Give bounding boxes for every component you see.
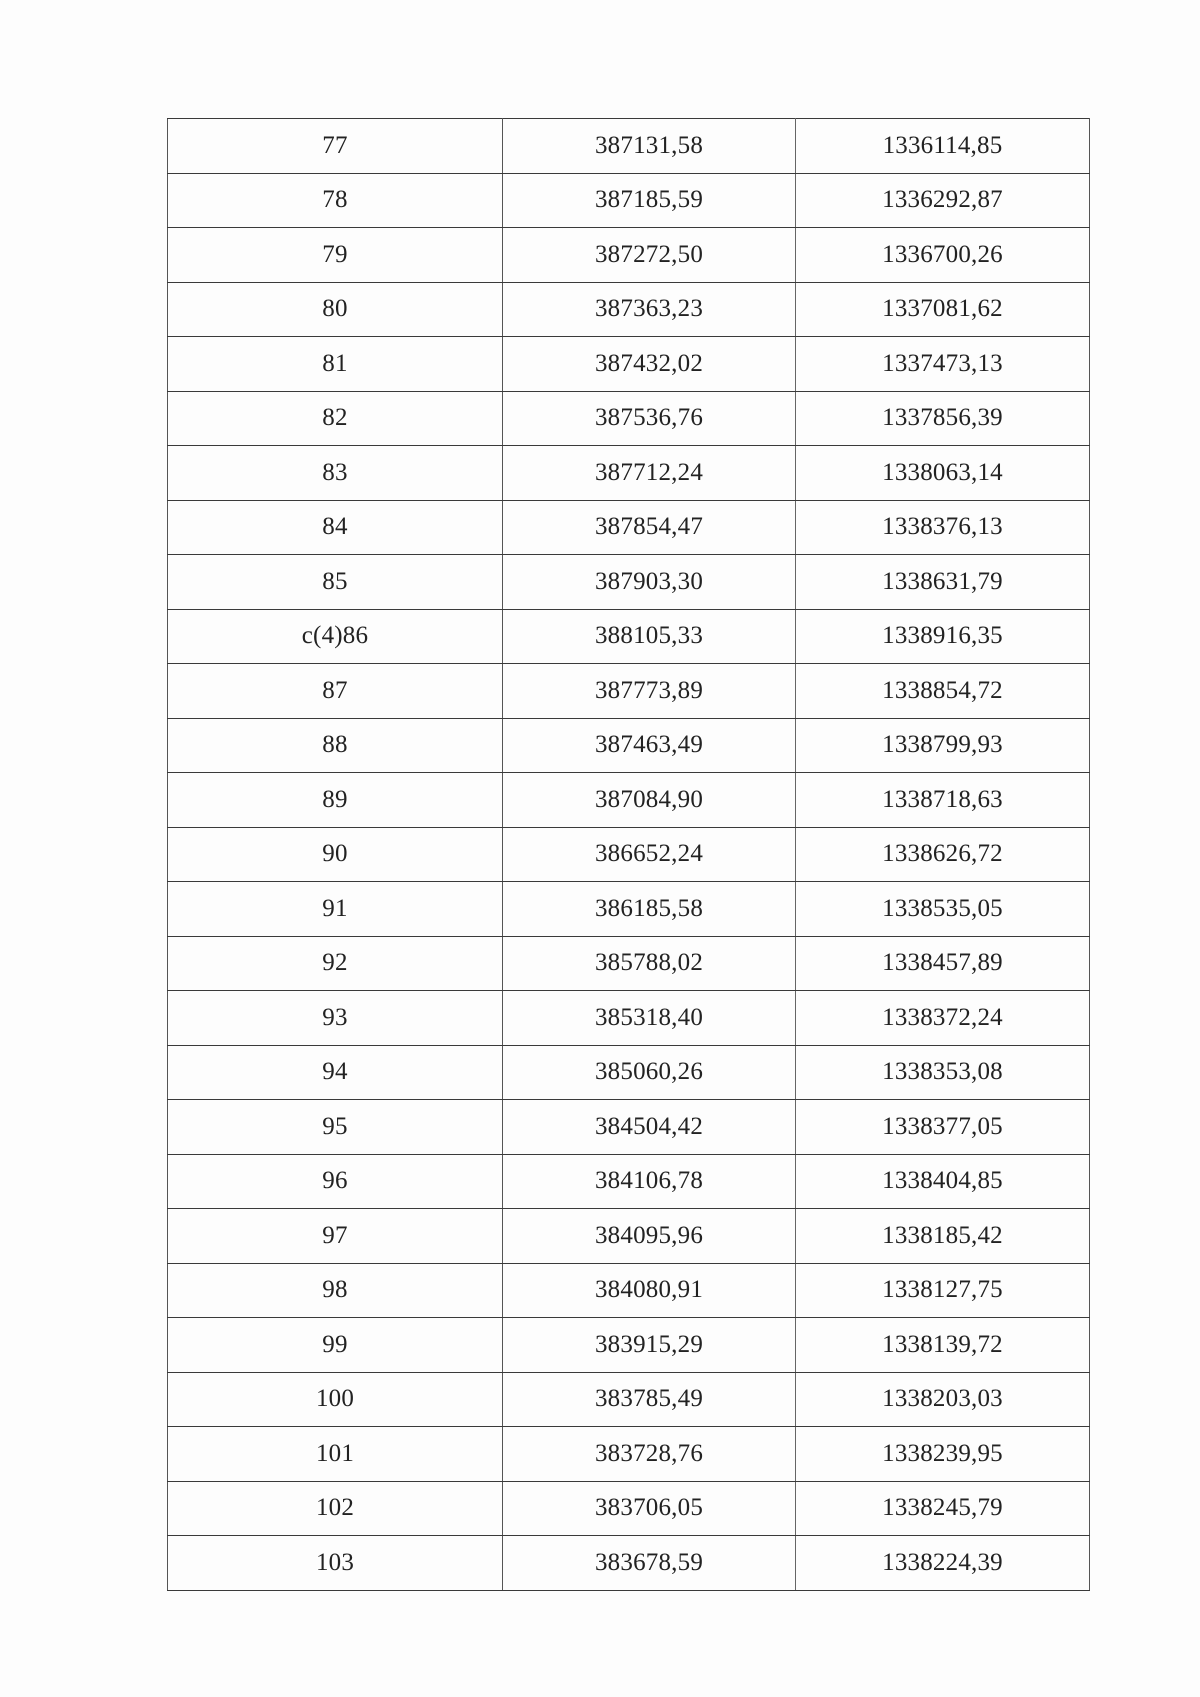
y-coordinate-cell: 1338139,72 [796,1318,1090,1373]
x-coordinate-cell: 387185,59 [503,173,796,228]
point-number-cell: 80 [168,282,503,337]
y-coordinate-cell: 1338245,79 [796,1481,1090,1536]
x-coordinate-cell: 384106,78 [503,1154,796,1209]
table-row [168,664,1090,719]
point-number-cell: 92 [168,936,503,991]
table-row [168,337,1090,392]
y-coordinate-cell: 1338799,93 [796,718,1090,773]
x-coordinate-cell: 383678,59 [503,1536,796,1591]
x-coordinate-cell: 387712,24 [503,446,796,501]
x-coordinate-cell: 387903,30 [503,555,796,610]
x-coordinate-cell: 385788,02 [503,936,796,991]
point-number-cell: 91 [168,882,503,937]
point-number-cell: 89 [168,773,503,828]
y-coordinate-cell: 1338203,03 [796,1372,1090,1427]
point-number-cell: 98 [168,1263,503,1318]
table-row [168,1427,1090,1482]
y-coordinate-cell: 1337473,13 [796,337,1090,392]
x-coordinate-cell: 387272,50 [503,228,796,283]
y-coordinate-cell: 1338718,63 [796,773,1090,828]
point-number-cell: 81 [168,337,503,392]
table-row [168,446,1090,501]
y-coordinate-cell: 1336114,85 [796,119,1090,174]
point-number-cell: с(4)86 [168,609,503,664]
table-row [168,1154,1090,1209]
x-coordinate-cell: 384080,91 [503,1263,796,1318]
table-row [168,228,1090,283]
point-number-cell: 100 [168,1372,503,1427]
table-row [168,1209,1090,1264]
table-row [168,609,1090,664]
table-row [168,391,1090,446]
point-number-cell: 103 [168,1536,503,1591]
point-number-cell: 87 [168,664,503,719]
y-coordinate-cell: 1336700,26 [796,228,1090,283]
point-number-cell: 102 [168,1481,503,1536]
x-coordinate-cell: 384504,42 [503,1100,796,1155]
table-row [168,1263,1090,1318]
point-number-cell: 79 [168,228,503,283]
x-coordinate-cell: 383706,05 [503,1481,796,1536]
table-row [168,718,1090,773]
x-coordinate-cell: 387536,76 [503,391,796,446]
point-number-cell: 85 [168,555,503,610]
x-coordinate-cell: 387084,90 [503,773,796,828]
table-row [168,282,1090,337]
x-coordinate-cell: 387131,58 [503,119,796,174]
point-number-cell: 93 [168,991,503,1046]
y-coordinate-cell: 1338127,75 [796,1263,1090,1318]
x-coordinate-cell: 385318,40 [503,991,796,1046]
point-number-cell: 96 [168,1154,503,1209]
table-row [168,1481,1090,1536]
table-row [168,936,1090,991]
table-row [168,1536,1090,1591]
coordinates-table-body [168,119,1090,1591]
point-number-cell: 97 [168,1209,503,1264]
x-coordinate-cell: 384095,96 [503,1209,796,1264]
table-row [168,119,1090,174]
x-coordinate-cell: 387463,49 [503,718,796,773]
x-coordinate-cell: 385060,26 [503,1045,796,1100]
y-coordinate-cell: 1338353,08 [796,1045,1090,1100]
x-coordinate-cell: 386185,58 [503,882,796,937]
point-number-cell: 95 [168,1100,503,1155]
x-coordinate-cell: 387432,02 [503,337,796,392]
table-row [168,1372,1090,1427]
point-number-cell: 82 [168,391,503,446]
x-coordinate-cell: 387363,23 [503,282,796,337]
y-coordinate-cell: 1338854,72 [796,664,1090,719]
y-coordinate-cell: 1338239,95 [796,1427,1090,1482]
y-coordinate-cell: 1338376,13 [796,500,1090,555]
y-coordinate-cell: 1336292,87 [796,173,1090,228]
x-coordinate-cell: 386652,24 [503,827,796,882]
point-number-cell: 101 [168,1427,503,1482]
y-coordinate-cell: 1338377,05 [796,1100,1090,1155]
y-coordinate-cell: 1338457,89 [796,936,1090,991]
table-row [168,827,1090,882]
table-row [168,1045,1090,1100]
x-coordinate-cell: 383785,49 [503,1372,796,1427]
table-row [168,1318,1090,1373]
x-coordinate-cell: 383915,29 [503,1318,796,1373]
point-number-cell: 88 [168,718,503,773]
point-number-cell: 94 [168,1045,503,1100]
y-coordinate-cell: 1338224,39 [796,1536,1090,1591]
table-row [168,773,1090,828]
table-row [168,173,1090,228]
table-row [168,991,1090,1046]
point-number-cell: 77 [168,119,503,174]
point-number-cell: 99 [168,1318,503,1373]
x-coordinate-cell: 387854,47 [503,500,796,555]
x-coordinate-cell: 383728,76 [503,1427,796,1482]
table-row [168,555,1090,610]
table-row [168,1100,1090,1155]
point-number-cell: 90 [168,827,503,882]
x-coordinate-cell: 387773,89 [503,664,796,719]
point-number-cell: 84 [168,500,503,555]
y-coordinate-cell: 1338404,85 [796,1154,1090,1209]
table-row [168,882,1090,937]
y-coordinate-cell: 1338535,05 [796,882,1090,937]
y-coordinate-cell: 1338185,42 [796,1209,1090,1264]
y-coordinate-cell: 1338063,14 [796,446,1090,501]
table-row [168,500,1090,555]
y-coordinate-cell: 1338372,24 [796,991,1090,1046]
y-coordinate-cell: 1338626,72 [796,827,1090,882]
coordinates-table [167,118,1090,1591]
y-coordinate-cell: 1338631,79 [796,555,1090,610]
x-coordinate-cell: 388105,33 [503,609,796,664]
point-number-cell: 78 [168,173,503,228]
y-coordinate-cell: 1337856,39 [796,391,1090,446]
y-coordinate-cell: 1337081,62 [796,282,1090,337]
point-number-cell: 83 [168,446,503,501]
y-coordinate-cell: 1338916,35 [796,609,1090,664]
